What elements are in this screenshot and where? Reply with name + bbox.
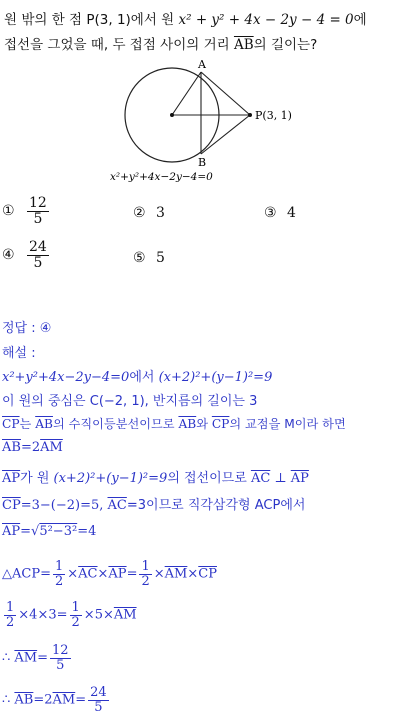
- text: 가 원: [20, 471, 54, 486]
- circle-equation: x² + y² + 4x − 2y − 4 = 0: [178, 12, 354, 28]
- text: ×4×3=: [18, 607, 68, 623]
- denominator: 2: [6, 614, 15, 630]
- text: △ACP=: [2, 566, 51, 582]
- choice-3[interactable]: [264, 205, 296, 221]
- equals: =: [75, 692, 87, 708]
- text: 와: [196, 417, 212, 431]
- segment-ap: $\overline{AP}$: [108, 566, 127, 582]
- solution-line-3: [2, 415, 346, 432]
- choice-2[interactable]: [133, 205, 165, 221]
- solution-line-8: [2, 560, 217, 588]
- answer-value: ④: [39, 321, 52, 336]
- segment-ab: $\overline{AB}$: [14, 692, 34, 708]
- numerator: 1: [71, 600, 80, 615]
- denominator: 5: [94, 699, 103, 715]
- choice-mark: ④: [2, 247, 15, 264]
- choice-mark: ⑤: [133, 250, 146, 266]
- numerator: 1: [54, 559, 64, 574]
- choice-1[interactable]: [2, 196, 51, 226]
- therefore: ∴: [2, 650, 15, 666]
- segment-am: $\overline{AM}$: [164, 566, 188, 582]
- equals: =: [126, 566, 138, 582]
- denominator: 5: [56, 657, 65, 673]
- choice-mark: ①: [2, 203, 15, 220]
- segment-ap: $\overline{AP}$: [2, 471, 21, 486]
- segment-ab: $\overline{AB}$: [178, 417, 197, 431]
- tangent-figure: [0, 58, 400, 188]
- times: ×: [67, 566, 79, 582]
- equation: (x+2)²+(y−1)²=9: [158, 370, 273, 385]
- equals: =: [37, 650, 49, 666]
- segment-cp: $\overline{CP}$: [211, 417, 230, 431]
- text: =2: [20, 440, 41, 455]
- label-b: B: [198, 156, 207, 169]
- choice-value: 3: [156, 205, 165, 221]
- text: 의 수직이등분선이므로: [52, 417, 179, 431]
- segment-ac: $\overline{AC}$: [107, 498, 127, 513]
- figure-caption: x²+y²+4x−2y−4=0: [110, 171, 213, 183]
- label-p: P(3, 1): [255, 109, 292, 122]
- sqrt-symbol: =√: [20, 524, 40, 539]
- problem-line-2: [4, 33, 317, 53]
- segment-ac: $\overline{AC}$: [78, 566, 98, 582]
- segment-ab: $\overline{AB}$: [233, 37, 254, 53]
- solution-line-9: [2, 601, 137, 629]
- segment-cp: $\overline{CP}$: [2, 417, 20, 431]
- point-p: [248, 113, 252, 117]
- segment-am: $\overline{AM}$: [14, 650, 38, 666]
- numerator: 24: [90, 685, 107, 700]
- numerator: 1: [141, 559, 150, 574]
- denominator: 2: [141, 573, 150, 589]
- text: =3−(−2)=5,: [20, 498, 108, 513]
- solution-line-1: [2, 366, 272, 385]
- equation: (x+2)²+(y−1)²=9: [53, 471, 168, 486]
- solution-line-7: [2, 524, 96, 539]
- denominator: 2: [54, 573, 64, 589]
- choice-denominator: 5: [33, 210, 43, 227]
- text: 에서: [129, 370, 159, 385]
- segment-ac: $\overline{AC}$: [250, 471, 271, 486]
- text: =4: [77, 524, 97, 539]
- solution-line-6: [2, 494, 305, 513]
- solution-header: 해설 :: [2, 346, 36, 361]
- choice-4[interactable]: [2, 240, 51, 270]
- solution-line-5: [2, 467, 309, 486]
- choice-value: 4: [287, 205, 296, 221]
- segment-ab: $\overline{AB}$: [2, 440, 21, 455]
- problem-text: 접선을 그었을 때, 두 접점 사이의 거리: [4, 37, 234, 53]
- choice-5[interactable]: [133, 250, 165, 266]
- choice-value: 5: [156, 250, 165, 266]
- choice-numerator: 12: [29, 195, 47, 211]
- segment-ca: [172, 72, 201, 115]
- segment-cp: $\overline{CP}$: [198, 566, 217, 582]
- problem-text: 에: [353, 12, 367, 28]
- therefore: ∴: [2, 692, 15, 708]
- problem-text: 원 밖의 한 점 P(3, 1)에서 원: [4, 12, 179, 28]
- text: 는: [19, 417, 36, 431]
- segment-am: $\overline{AM}$: [113, 607, 137, 623]
- text: =3이므로 직각삼각형 ACP에서: [126, 498, 306, 513]
- times: ×: [153, 566, 165, 582]
- numerator: 12: [52, 643, 69, 658]
- choice-mark: ②: [133, 205, 146, 221]
- label-a: A: [198, 58, 206, 71]
- tangent-ap: [201, 72, 250, 115]
- numerator: 1: [6, 600, 15, 615]
- text: 의 교점을 M이라 하면: [229, 417, 346, 431]
- segment-cp: $\overline{CP}$: [2, 498, 21, 513]
- tangent-bp: [201, 115, 250, 154]
- segment-ap: $\overline{AP}$: [290, 471, 309, 486]
- solution-line-10: [2, 644, 73, 672]
- answer-label: 정답 :: [2, 321, 40, 336]
- choice-numerator: 24: [29, 239, 47, 255]
- denominator: 2: [71, 614, 80, 630]
- equation: x²+y²+4x−2y−4=0: [2, 370, 130, 385]
- choice-mark: ③: [264, 205, 277, 221]
- answer-line: [2, 317, 51, 336]
- segment-am: $\overline{AM}$: [40, 440, 63, 455]
- text: ×5×: [83, 607, 114, 623]
- solution-line-4: [2, 440, 63, 455]
- text: =2: [33, 692, 53, 708]
- segment-ap: $\overline{AP}$: [2, 524, 21, 539]
- radicand: 5²−3²: [39, 524, 78, 539]
- choice-denominator: 5: [33, 254, 43, 271]
- times: ×: [187, 566, 199, 582]
- problem-line-1: [4, 8, 367, 28]
- segment-am: $\overline{AM}$: [52, 692, 76, 708]
- solution-line-2: 이 원의 중심은 C(−2, 1), 반지름의 길이는 3: [2, 394, 258, 409]
- segment-ab: $\overline{AB}$: [35, 417, 53, 431]
- solution-line-11: [2, 686, 111, 714]
- perp-symbol: ⊥: [270, 471, 291, 486]
- text: 의 접선이므로: [167, 471, 251, 486]
- times: ×: [97, 566, 109, 582]
- problem-text: 의 길이는?: [253, 37, 318, 53]
- center-point: [170, 113, 174, 117]
